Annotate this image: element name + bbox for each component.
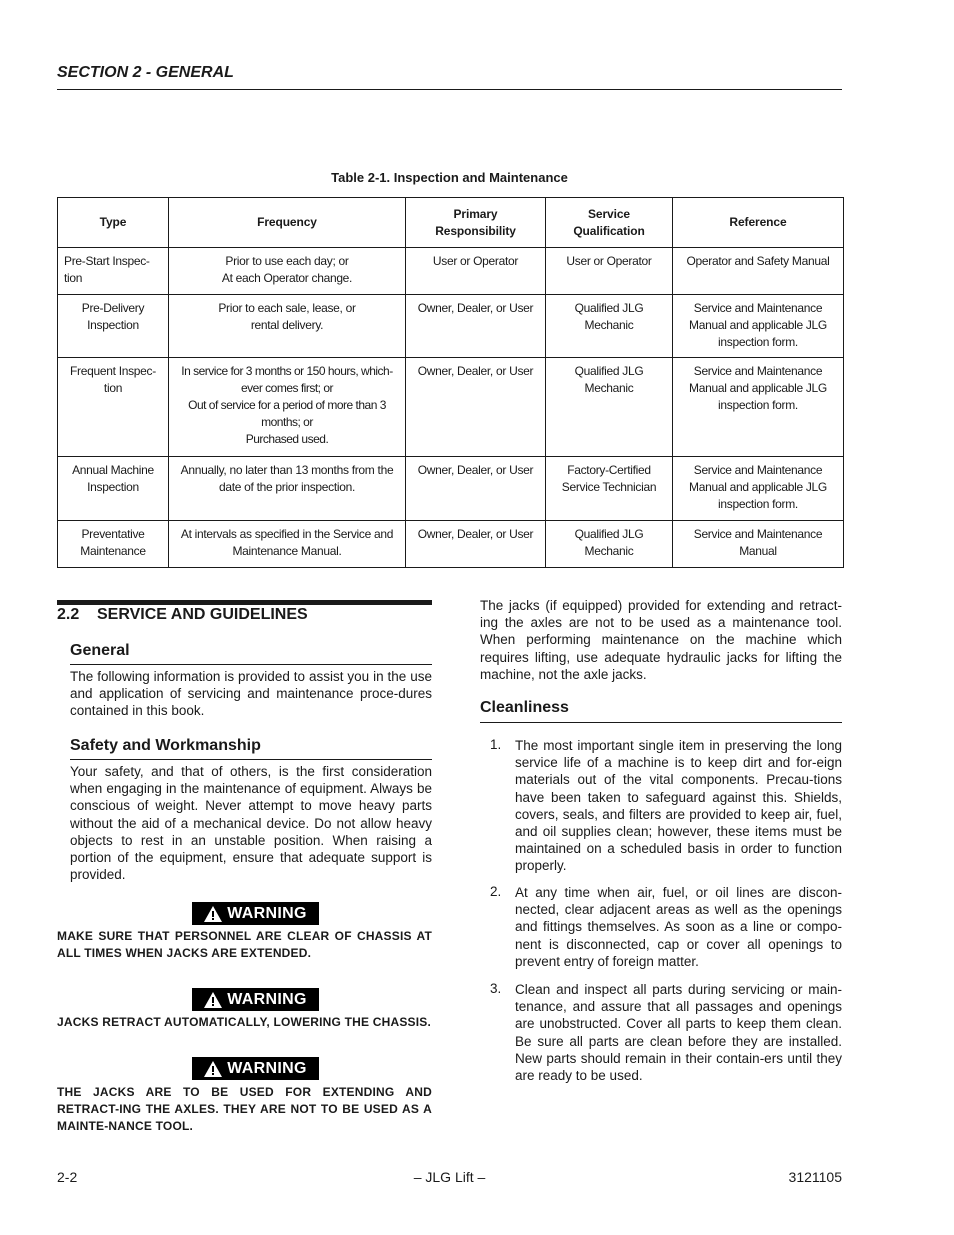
header-frequency: Frequency (169, 198, 406, 248)
general-paragraph: The following information is provided to assist you in the use and application of servicing and maintenance proce-dures contained in this book. (70, 669, 432, 719)
table-row (58, 457, 844, 521)
table-cell: Service and Maintenance Manual (673, 521, 844, 568)
warning-text: MAKE SURE THAT PERSONNEL ARE CLEAR OF CHASSIS AT ALL TIMES WHEN JACKS ARE EXTENDED. (57, 929, 432, 960)
table-cell: Owner, Dealer, or User (406, 358, 546, 457)
warning-label: WARNING (227, 990, 307, 1008)
table-cell: Qualified JLG Mechanic (546, 295, 673, 358)
table-caption: Table 2-1. Inspection and Maintenance (331, 170, 568, 185)
warning-icon (204, 906, 222, 922)
list-item: The most important single item in preserving the long service life of a machine is to keep dirt and for-eign materials out of the vital components. Precau-tions have been taken to safeguard against this. Shields, covers, seals, and filters are provided to keep air, fuel, and oil supplies clean; however, these items must be maintained on a scheduled basis in order to function properly. (515, 738, 842, 874)
list-item: Clean and inspect all parts during servicing or main-tenance, and assure that all passages and openings are unobstructed. Cover all parts to keep them clean. Be sure all parts are clean before they are installed. New parts should remain in their contain-ers until they are ready to be used. (515, 982, 842, 1084)
table-cell: Prior to each sale, lease, or rental delivery. (169, 295, 406, 358)
general-heading-rule (70, 664, 432, 665)
section-title-bar (57, 600, 432, 605)
list-item-number: 2. (490, 884, 502, 899)
safety-paragraph: Your safety, and that of others, is the first consideration when engaging in the maintenance of equipment. Always be conscious of weight. Never attempt to move heavy parts without the aid of a mechanical device. Do not allow heavy objects to rest in an unstable position. When raising a portion of the equipment, ensure that adequate support is provided. (70, 764, 432, 883)
table-cell: Pre-Delivery Inspection (58, 295, 169, 358)
warning-icon (204, 1061, 222, 1077)
table-cell: Preventative Maintenance (58, 521, 169, 568)
table-cell: In service for 3 months or 150 hours, which- ever comes first; or Out of service for a period of more than 3 months; or Purchased used. (169, 358, 406, 457)
warning-banner (192, 988, 319, 1011)
table-cell: Qualified JLG Mechanic (546, 358, 673, 457)
section-header: SECTION 2 - GENERAL (57, 64, 234, 81)
table-row (58, 295, 844, 358)
table-cell: Operator and Safety Manual (673, 248, 844, 295)
table-cell: Pre-Start Inspec- tion (58, 248, 169, 295)
table-cell: User or Operator (406, 248, 546, 295)
table-row (58, 521, 844, 568)
table-cell: Owner, Dealer, or User (406, 457, 546, 521)
section-number: 2.2 (57, 606, 80, 623)
warning-banner (192, 1057, 319, 1080)
table-cell: Prior to use each day; or At each Operator change. (169, 248, 406, 295)
table-cell: Service and Maintenance Manual and applicable JLG inspection form. (673, 358, 844, 457)
list-item: At any time when air, fuel, or oil lines are discon-nected, clear adjacent areas as well as the openings and fittings themselves. As soon as a line or compo-nent is disconnected, cap or cover all openings to prevent entry of foreign matter. (515, 885, 842, 969)
table-cell: Annual Machine Inspection (58, 457, 169, 521)
list-item-number: 3. (490, 981, 502, 996)
list-item-number: 1. (490, 737, 502, 752)
warning-label: WARNING (227, 904, 307, 922)
header-primary-responsibility: Primary Responsibility (406, 198, 546, 248)
jacks-paragraph: The jacks (if equipped) provided for extending and retract-ing the axles are not to be used as a maintenance tool. When performing maintenance on the machine which requires lifting, use adequate hydraulic jacks for lifting the machine, not the axle jacks. (480, 598, 842, 682)
header-service-qualification: Service Qualification (546, 198, 673, 248)
header-rule (57, 89, 842, 90)
section-title-text: SERVICE AND GUIDELINES (97, 606, 308, 623)
cleanliness-heading-rule (480, 722, 842, 723)
table-cell: Annually, no later than 13 months from the date of the prior inspection. (169, 457, 406, 521)
safety-heading-rule (70, 759, 432, 760)
header-reference: Reference (673, 198, 844, 248)
table-cell: At intervals as specified in the Service and Maintenance Manual. (169, 521, 406, 568)
cleanliness-heading: Cleanliness (480, 699, 569, 716)
general-heading: General (70, 642, 130, 659)
warning-label: WARNING (227, 1059, 307, 1077)
safety-heading: Safety and Workmanship (70, 737, 261, 754)
table-cell: Qualified JLG Mechanic (546, 521, 673, 568)
warning-banner (192, 902, 319, 925)
section-title (57, 606, 308, 624)
table-cell: Owner, Dealer, or User (406, 521, 546, 568)
document-number: 3121105 (788, 1169, 842, 1185)
warning-icon (204, 992, 222, 1008)
warning-text: THE JACKS ARE TO BE USED FOR EXTENDING AND RETRACT-ING THE AXLES. THEY ARE NOT TO BE USED AS A MAINTE-NANCE TOOL. (57, 1085, 432, 1133)
header-type: Type (58, 198, 169, 248)
inspection-maintenance-table (57, 197, 844, 568)
table-cell: Owner, Dealer, or User (406, 295, 546, 358)
page-number: 2-2 (57, 1169, 78, 1185)
table-header-row (58, 198, 844, 248)
table-cell: User or Operator (546, 248, 673, 295)
table-cell: Service and Maintenance Manual and applicable JLG inspection form. (673, 457, 844, 521)
table-cell: Factory-Certified Service Technician (546, 457, 673, 521)
table-cell: Frequent Inspec- tion (58, 358, 169, 457)
table-cell: Service and Maintenance Manual and applicable JLG inspection form. (673, 295, 844, 358)
footer-center: – JLG Lift – (413, 1169, 486, 1185)
table-row (58, 358, 844, 457)
warning-text: JACKS RETRACT AUTOMATICALLY, LOWERING THE CHASSIS. (57, 1015, 432, 1029)
table-row (58, 248, 844, 295)
